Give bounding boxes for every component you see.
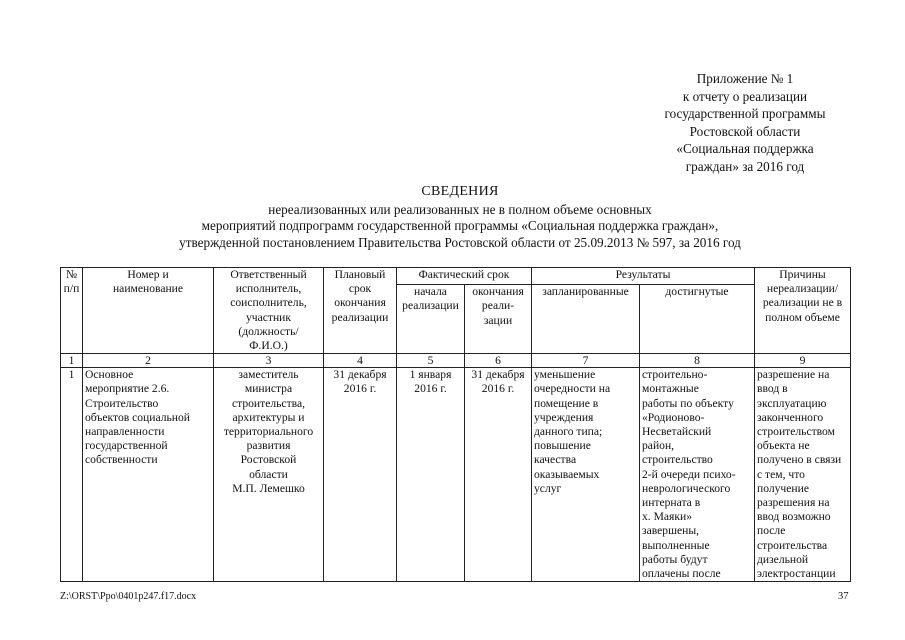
- appendix-line: «Социальная поддержка: [676, 141, 814, 156]
- header-reasons: Причины нереализации/ реализации не в полном объеме: [755, 268, 851, 354]
- appendix-line: государственной программы: [664, 106, 826, 121]
- column-number: 1: [61, 354, 83, 368]
- table-row: [61, 368, 851, 582]
- row-planned-end: 31 декабря 2016 г.: [324, 368, 397, 582]
- row-executor: заместитель министра строительства, архитектуры и территориального развития Ростовской области М.П. Лемешко: [214, 368, 324, 582]
- report-table: [60, 267, 851, 582]
- row-num: 1: [61, 368, 83, 582]
- column-number: 9: [755, 354, 851, 368]
- header-actual-period: Фактический срок: [397, 268, 532, 285]
- row-achieved-results: строительно- монтажные работы по объекту «Родионово- Несветайский район, строительство 2-й очереди психо- неврологического интерната в х. Маяки» завершены, выполненные работы будут оплачены после: [640, 368, 755, 582]
- footer-file-path: Z:\ORST\Ppo\0401p247.f17.docx: [60, 591, 197, 602]
- row-actual-start: 1 января 2016 г.: [397, 368, 465, 582]
- row-name: Основное мероприятие 2.6. Строительство объектов социальной направленности государственной собственности: [83, 368, 214, 582]
- header-planned-end: Плановый срок окончания реализации: [324, 268, 397, 354]
- column-number: 7: [532, 354, 640, 368]
- column-number: 6: [465, 354, 532, 368]
- header-executor: Ответственный исполнитель, соисполнитель, участник (должность/ Ф.И.О.): [214, 268, 324, 354]
- column-number: 2: [83, 354, 214, 368]
- header-achieved-results: достигнутые: [640, 285, 755, 354]
- appendix-block: [640, 70, 850, 175]
- heading-line: мероприятий подпрограмм государственной программы «Социальная поддержка граждан»,: [201, 218, 719, 233]
- header-actual-start: начала реализации: [397, 285, 465, 354]
- header-planned-results: запланированные: [532, 285, 640, 354]
- appendix-line: к отчету о реализации: [682, 88, 808, 104]
- column-number: 4: [324, 354, 397, 368]
- row-planned-results: уменьшение очередности на помещение в учреждения данного типа; повышение качества оказываемых услуг: [532, 368, 640, 582]
- appendix-line: Ростовской области: [689, 123, 801, 139]
- document-heading: [120, 184, 800, 251]
- page-number: 37: [838, 591, 849, 602]
- header-results: Результаты: [532, 268, 755, 285]
- appendix-line: Приложение № 1: [696, 71, 794, 86]
- column-number: 3: [214, 354, 324, 368]
- row-reasons: разрешение на ввод в эксплуатацию законченного строительством объекта не получено в связи с тем, что получение разрешения на ввод возможно после строительства дизельной электростанции: [755, 368, 851, 582]
- heading-line: утвержденной постановлением Правительства Ростовской области от 25.09.2013 № 597, за 2016 год: [179, 234, 741, 250]
- header-num: № п/п: [61, 268, 83, 354]
- header-row: [61, 268, 851, 285]
- document-title: СВЕДЕНИЯ: [421, 184, 499, 199]
- row-actual-end: 31 декабря 2016 г.: [465, 368, 532, 582]
- heading-line: нереализованных или реализованных не в полном объеме основных: [268, 201, 652, 217]
- column-number: 5: [397, 354, 465, 368]
- column-number-row: [61, 354, 851, 368]
- column-number: 8: [640, 354, 755, 368]
- header-actual-end: окончания реали- зации: [465, 285, 532, 354]
- header-name: Номер и наименование: [83, 268, 214, 354]
- appendix-line: граждан» за 2016 год: [685, 158, 805, 174]
